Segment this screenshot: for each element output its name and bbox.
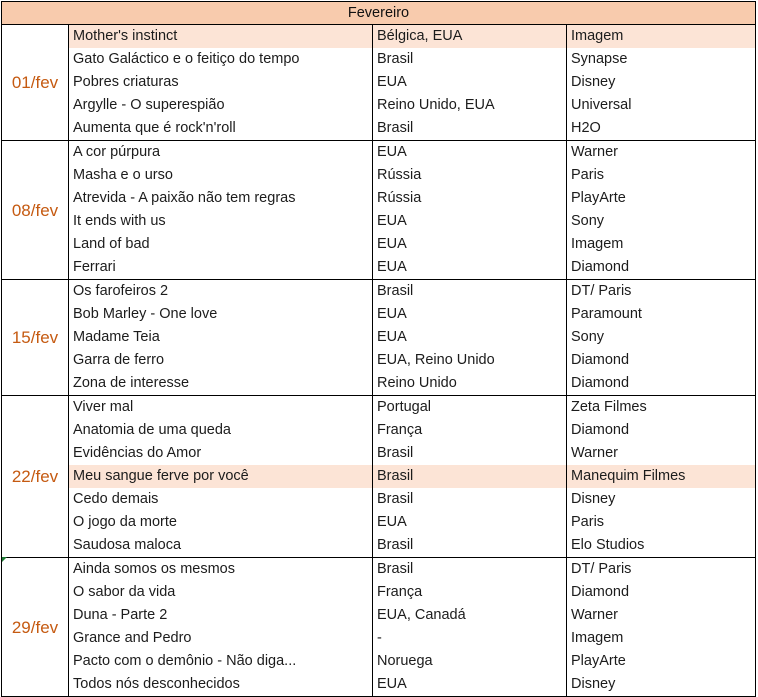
country-cell: Brasil [373,534,567,558]
table-row [2,419,756,442]
distributor-cell: Manequim Filmes [567,465,756,488]
distributor-cell: Disney [567,71,756,94]
distributor-cell: Diamond [567,372,756,396]
film-title-cell: Ferrari [69,256,373,280]
table-row [2,396,756,420]
distributor-cell: Disney [567,488,756,511]
release-schedule-table [1,1,756,697]
table-row [2,650,756,673]
country-cell: EUA, Reino Unido [373,349,567,372]
country-cell: EUA [373,673,567,697]
table-row [2,349,756,372]
distributor-cell: Disney [567,673,756,697]
film-title-cell: O sabor da vida [69,581,373,604]
table-row [2,233,756,256]
film-title-cell: Anatomia de uma queda [69,419,373,442]
country-cell: EUA [373,511,567,534]
distributor-cell: Diamond [567,581,756,604]
distributor-cell: Warner [567,141,756,165]
table-row [2,164,756,187]
country-cell: Brasil [373,442,567,465]
title-row [2,2,756,25]
film-title-cell: Zona de interesse [69,372,373,396]
table-row [2,326,756,349]
film-title-cell: Duna - Parte 2 [69,604,373,627]
table-row [2,581,756,604]
distributor-cell: DT/ Paris [567,558,756,582]
country-cell: - [373,627,567,650]
table-row [2,94,756,117]
table-row [2,627,756,650]
country-cell: Brasil [373,558,567,582]
country-cell: Brasil [373,48,567,71]
release-date: 01/fev [2,25,69,141]
table-row [2,210,756,233]
country-cell: Noruega [373,650,567,673]
distributor-cell: DT/ Paris [567,280,756,304]
country-cell: EUA [373,326,567,349]
table-row [2,488,756,511]
distributor-cell: Synapse [567,48,756,71]
country-cell: EUA [373,141,567,165]
film-title-cell: A cor púrpura [69,141,373,165]
release-date: 29/fev [2,558,69,697]
cell-comment-indicator [2,557,7,562]
table-row [2,256,756,280]
film-title-cell: Ainda somos os mesmos [69,558,373,582]
distributor-cell: Diamond [567,419,756,442]
country-cell: EUA, Canadá [373,604,567,627]
country-cell: EUA [373,233,567,256]
country-cell: Rússia [373,187,567,210]
distributor-cell: H2O [567,117,756,141]
table-row [2,534,756,558]
table-row [2,141,756,165]
film-title-cell: Cedo demais [69,488,373,511]
film-title-cell: Saudosa maloca [69,534,373,558]
country-cell: EUA [373,303,567,326]
film-title-cell: It ends with us [69,210,373,233]
distributor-cell: Sony [567,210,756,233]
country-cell: EUA [373,256,567,280]
country-cell: França [373,581,567,604]
table-row [2,442,756,465]
film-title-cell: Evidências do Amor [69,442,373,465]
country-cell: EUA [373,71,567,94]
distributor-cell: Paris [567,511,756,534]
distributor-cell: Diamond [567,256,756,280]
film-title-cell: Argylle - O superespião [69,94,373,117]
distributor-cell: Universal [567,94,756,117]
distributor-cell: Warner [567,604,756,627]
film-title-cell: Os farofeiros 2 [69,280,373,304]
country-cell: Rússia [373,164,567,187]
distributor-cell: PlayArte [567,187,756,210]
film-title-cell: Todos nós desconhecidos [69,673,373,697]
distributor-cell: Imagem [567,25,756,49]
table-row [2,71,756,94]
table-row [2,511,756,534]
table-row [2,673,756,697]
country-cell: Reino Unido, EUA [373,94,567,117]
table-row [2,280,756,304]
table-row [2,303,756,326]
distributor-cell: Elo Studios [567,534,756,558]
film-title-cell: Gato Galáctico e o feitiço do tempo [69,48,373,71]
country-cell: Brasil [373,280,567,304]
country-cell: Portugal [373,396,567,420]
month-title: Fevereiro [2,2,756,25]
film-title-cell: Meu sangue ferve por você [69,465,373,488]
table-row [2,372,756,396]
country-cell: Bélgica, EUA [373,25,567,49]
release-date: 22/fev [2,396,69,558]
film-title-cell: Viver mal [69,396,373,420]
film-title-cell: O jogo da morte [69,511,373,534]
film-title-cell: Mother's instinct [69,25,373,49]
country-cell: EUA [373,210,567,233]
film-title-cell: Pacto com o demônio - Não diga... [69,650,373,673]
distributor-cell: Paris [567,164,756,187]
table-row [2,558,756,582]
distributor-cell: PlayArte [567,650,756,673]
table-row [2,117,756,141]
distributor-cell: Warner [567,442,756,465]
table-row [2,465,756,488]
country-cell: Reino Unido [373,372,567,396]
distributor-cell: Paramount [567,303,756,326]
film-title-cell: Land of bad [69,233,373,256]
release-date: 15/fev [2,280,69,396]
film-title-cell: Aumenta que é rock'n'roll [69,117,373,141]
country-cell: França [373,419,567,442]
country-cell: Brasil [373,488,567,511]
table-row [2,25,756,49]
film-title-cell: Masha e o urso [69,164,373,187]
film-title-cell: Bob Marley - One love [69,303,373,326]
distributor-cell: Imagem [567,627,756,650]
film-title-cell: Garra de ferro [69,349,373,372]
table-body [2,2,756,697]
film-title-cell: Grance and Pedro [69,627,373,650]
release-date: 08/fev [2,141,69,280]
film-title-cell: Atrevida - A paixão não tem regras [69,187,373,210]
film-title-cell: Madame Teia [69,326,373,349]
table-row [2,187,756,210]
table-row [2,604,756,627]
distributor-cell: Diamond [567,349,756,372]
distributor-cell: Zeta Filmes [567,396,756,420]
distributor-cell: Sony [567,326,756,349]
table-row [2,48,756,71]
country-cell: Brasil [373,117,567,141]
film-title-cell: Pobres criaturas [69,71,373,94]
distributor-cell: Imagem [567,233,756,256]
country-cell: Brasil [373,465,567,488]
